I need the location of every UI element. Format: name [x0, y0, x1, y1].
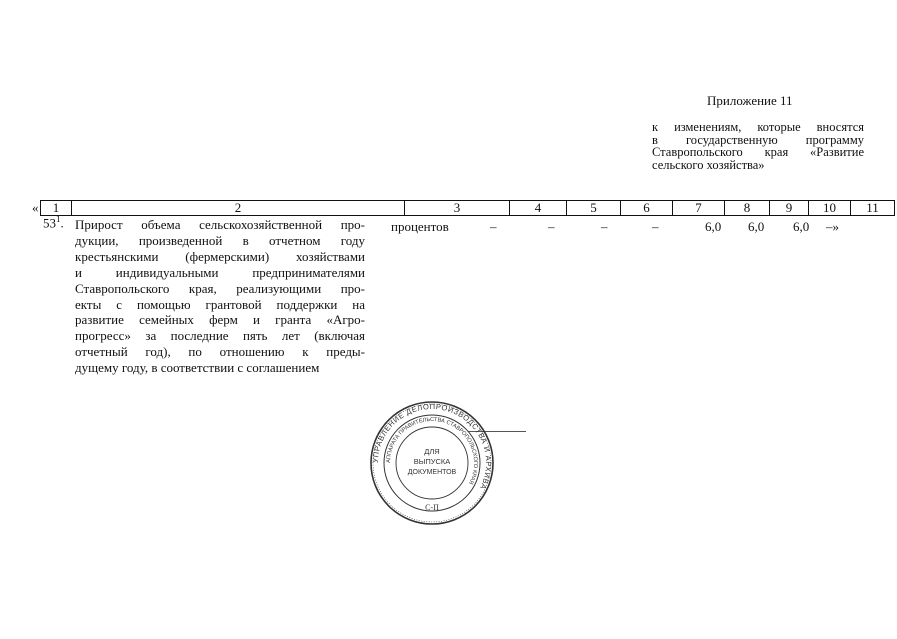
value-cell: –: [490, 219, 497, 234]
opening-quote: «: [32, 200, 39, 215]
description-line: развитие семейных ферм и гранта «Агро-: [75, 312, 365, 328]
value-cell: –: [548, 219, 555, 234]
value-cell: –»: [826, 219, 839, 234]
description-line: отчетный год), по отношению к преды-: [75, 344, 365, 360]
appendix-subtitle: [652, 121, 864, 171]
stamp-outer-text: УПРАВЛЕНИЕ ДЕЛОПРОИЗВОДСТВА И АРХИВА: [370, 401, 494, 492]
value-cell: 6,0: [705, 219, 722, 234]
row-number-main: 53: [43, 215, 56, 231]
official-stamp-seal: [370, 401, 494, 525]
column-header: 5: [567, 201, 621, 216]
description-line: крестьянскими (фермерскими) хозяйствами: [75, 248, 365, 264]
column-header: 6: [621, 201, 673, 216]
value-cell: 6,0: [748, 219, 765, 234]
description-line: дукции, произведенной в отчетном году: [75, 232, 365, 248]
column-header: 11: [851, 201, 895, 216]
appendix-title: Приложение 11: [707, 93, 793, 108]
column-header: 4: [510, 201, 567, 216]
subtitle-line: к изменениям, которые вносятся: [652, 120, 864, 134]
stamp-inner-text: АППАРАТА ПРАВИТЕЛЬСТВА СТАВРОПОЛЬСКОГО КРАЯ: [385, 417, 479, 485]
value-cell: –: [652, 219, 659, 234]
description-line: Прирост объема сельскохозяйственной про-: [75, 217, 365, 232]
column-header: 7: [673, 201, 725, 216]
subtitle-line: Ставропольского края «Развитие: [652, 145, 864, 159]
description-line: дущему году, в соответствии с соглашением: [75, 360, 320, 376]
description-line: прогресс» за последние пять лет (включая: [75, 328, 365, 344]
stamp-center-line: ДОКУМЕНТОВ: [407, 469, 457, 476]
row-number-sup: 1: [56, 214, 61, 224]
value-cell: –: [601, 219, 608, 234]
description-line: и индивидуальными предпринимателями: [75, 264, 365, 280]
indicator-description: [75, 217, 365, 376]
subtitle-line: в государственную программу: [652, 132, 864, 147]
description-line: екты с помощью грантовой поддержки на: [75, 296, 365, 312]
stamp-center-line: ДЛЯ: [424, 447, 440, 456]
column-header: 2: [72, 201, 405, 216]
column-header: 3: [405, 201, 510, 216]
stamp-center-line: ВЫПУСКА: [413, 457, 451, 466]
stamp-code: С-П: [425, 503, 439, 512]
row-number: $53^1$.: [43, 214, 64, 231]
column-header: 9: [770, 201, 809, 216]
column-header: 10: [809, 201, 851, 216]
description-line: Ставропольского края, реализующими про-: [75, 280, 365, 296]
unit-cell: процентов: [391, 219, 449, 234]
column-header: 1: [41, 201, 72, 216]
column-header-table: [40, 200, 895, 216]
column-header: 8: [725, 201, 770, 216]
subtitle-line: сельского хозяйства»: [652, 157, 765, 172]
value-cell: 6,0: [793, 219, 810, 234]
